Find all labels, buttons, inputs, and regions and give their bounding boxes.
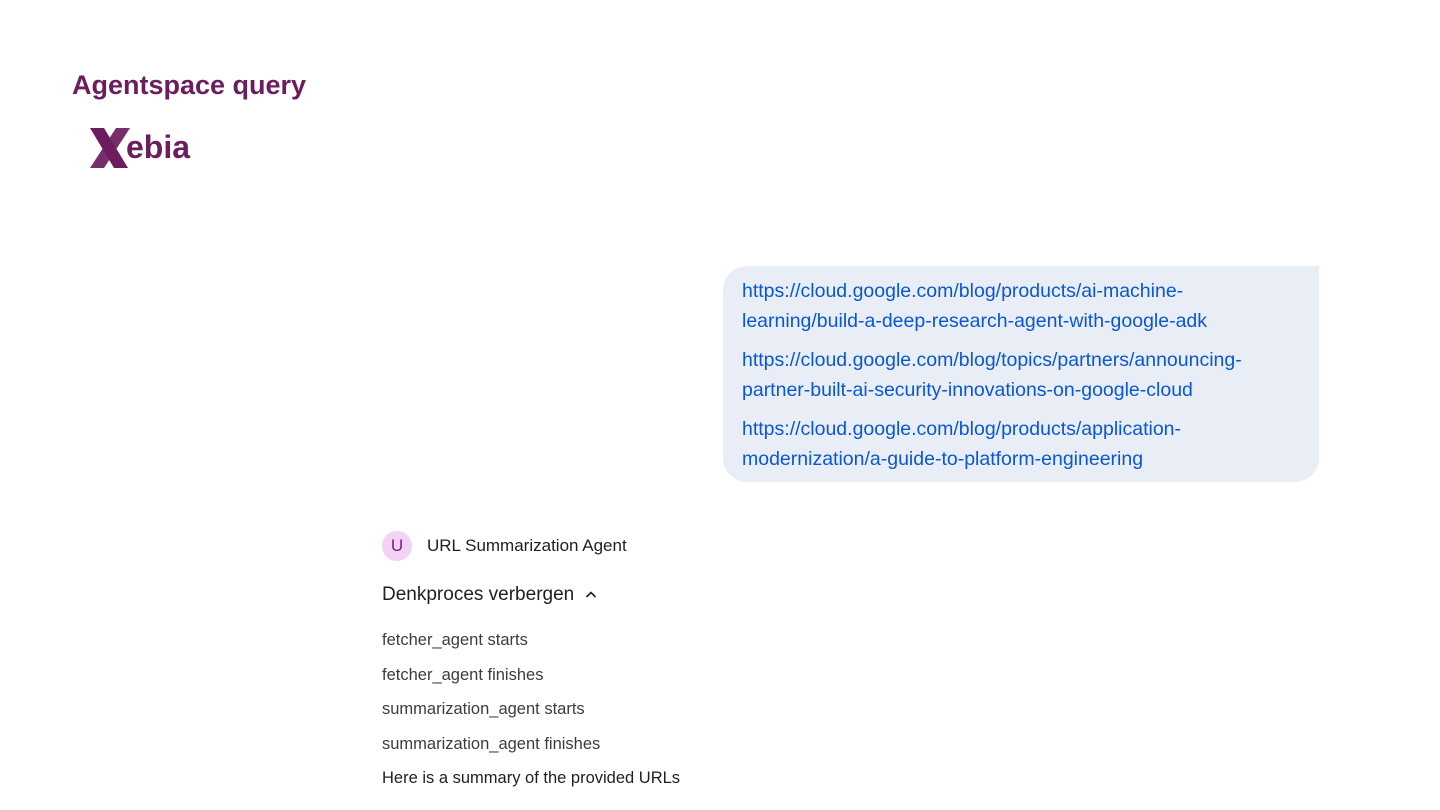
url-link[interactable]: https://cloud.google.com/blog/products/application- modernization/a-guide-to-platform-engineering	[742, 418, 1182, 470]
xebia-logo	[88, 126, 213, 170]
agent-response	[382, 531, 1082, 796]
slide-title: Agentspace query	[72, 70, 307, 100]
thinking-step: fetcher_agent finishes	[382, 665, 544, 684]
agent-name: URL Summarization Agent	[427, 536, 627, 555]
hide-thinking-toggle[interactable]	[382, 581, 1082, 609]
url-link[interactable]: https://cloud.google.com/blog/products/ai-machine- learning/build-a-deep-research-agent-with-google-adk	[742, 280, 1208, 332]
thinking-step: fetcher_agent starts	[382, 631, 528, 649]
summary-intro: Here is a summary of the provided URLs	[382, 769, 681, 787]
user-message-bubble	[723, 266, 1319, 482]
thinking-toggle-label: Denkproces verbergen	[382, 584, 575, 605]
chevron-up-icon	[582, 586, 600, 604]
url-link[interactable]: https://cloud.google.com/blog/topics/partners/announcing- partner-built-ai-security-innovations-on-google-cloud	[742, 349, 1242, 401]
svg-text:ebia: ebia	[126, 129, 191, 165]
thinking-step: summarization_agent starts	[382, 700, 585, 718]
avatar: U	[382, 531, 412, 561]
agent-header	[382, 531, 1082, 561]
thinking-steps	[382, 623, 1082, 796]
thinking-step: summarization_agent finishes	[382, 734, 601, 753]
